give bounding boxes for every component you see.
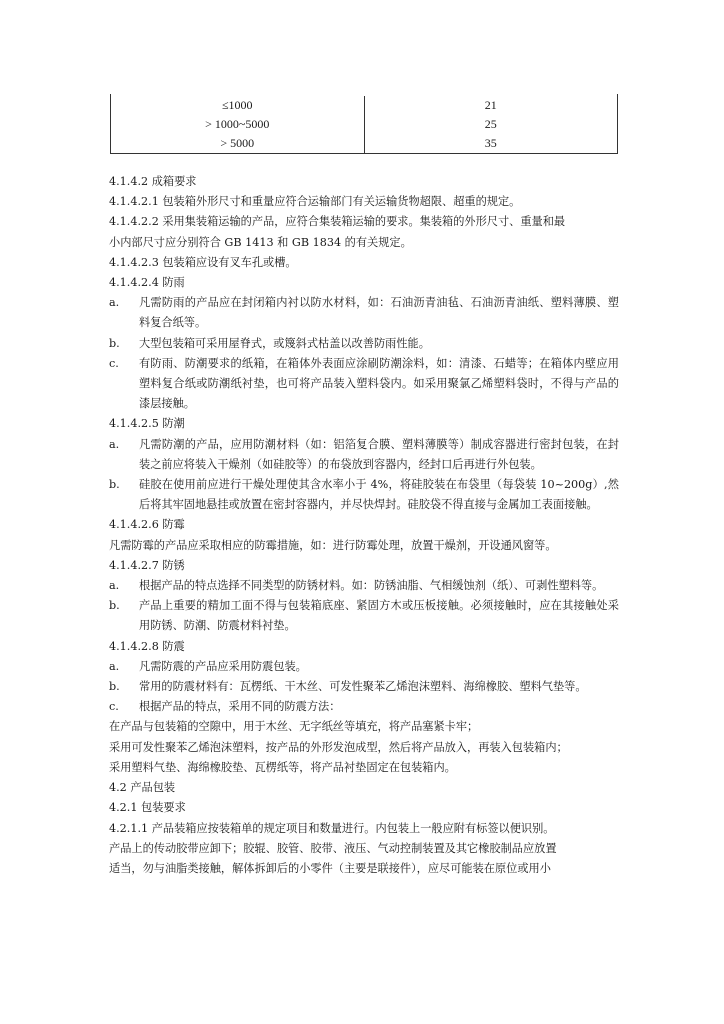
list-item (109, 354, 619, 415)
list-marker: a. (109, 659, 120, 673)
list-item-text: 有防雨、防潮要求的纸箱，在箱体外表面应涂刷防潮涂料，如：清漆、石蜡等；在箱体内壁应用塑料复合纸或防潮纸衬垫，也可将产品装入塑料袋内。如采用聚氯乙烯塑料袋时，不得与产品的漆层接触。 (139, 356, 619, 411)
paragraph: 凡需防霉的产品应采取相应的防霉措施，如：进行防霉处理，放置干燥剂，开设通风窗等。 (109, 538, 557, 552)
paragraph: 采用可发性聚苯乙烯泡沫塑料，按产品的外形发泡成型，然后将产品放入，再装入包装箱内； (109, 740, 568, 754)
paragraph: 产品上的传动胶带应卸下；胶辊、胶管、胶带、液压、气动控制装置及其它橡胶制品应放置 (109, 841, 557, 855)
table-cell-range: > 5000 (111, 134, 365, 153)
section-heading: 4.1.4.2.7 防锈 (109, 558, 185, 572)
list-item-text: 凡需防潮的产品，应用防潮材料（如：铝箔复合膜、塑料薄膜等）制成容器进行密封包装，在封装之前应将装入干燥剂（如硅胶等）的布袋放到容器内，经封口后再进行外包装。 (139, 437, 619, 471)
paragraph: 适当，勿与油脂类接触，解体拆卸后的小零件（主要是联接件），应尽可能装在原位或用小 (109, 861, 551, 875)
paragraph: 4.1.4.2.2 采用集装箱运输的产品，应符合集装箱运输的要求。集装箱的外形尺寸、重量和最 (109, 215, 566, 229)
list-marker: c. (109, 700, 119, 714)
section-heading: 4.1.4.2.4 防雨 (109, 276, 185, 290)
table-cell-range: > 1000~5000 (111, 115, 365, 134)
list-item-text: 凡需防震的产品应采用防震包装。 (139, 659, 307, 673)
paragraph: 在产品与包装箱的空隙中，用于木丝、无字纸丝等填充，将产品塞紧卡牢； (109, 720, 479, 734)
list-item (109, 596, 619, 636)
list-item-text: 常用的防震材料有：瓦楞纸、干木丝、可发性聚苯乙烯泡沫塑料、海绵橡胶、塑料气垫等。 (139, 680, 587, 694)
list-item-text: 硅胶在使用前应进行干燥处理使其含水率小于 4%，将硅胶装在布袋里（每袋装 10~200g）,然后将其牢固地悬挂或放置在密封容器内，并尽快焊封。硅胶袋不得直接与金属加工表面接触。 (139, 478, 619, 512)
list-marker: c. (109, 356, 119, 370)
list-marker: a. (109, 579, 120, 593)
section-heading: 4.2 产品包装 (109, 781, 176, 795)
paragraph: 4.1.4.2.1 包装箱外形尺寸和重量应符合运输部门有关运输货物超限、超重的规定。 (109, 195, 521, 209)
list-marker: b. (109, 680, 120, 694)
list-item-text: 产品上重要的精加工面不得与包装箱底座、紧固方木或压板接触。必须接触时，应在其接触处采用防锈、防潮、防震材料衬垫。 (139, 599, 619, 633)
list-item (109, 697, 619, 717)
section-heading: 4.1.4.2.8 防震 (109, 639, 185, 653)
list-item-text: 根据产品的特点，采用不同的防震方法： (139, 700, 341, 714)
size-table (110, 94, 618, 154)
table-cell-range: ≤1000 (111, 96, 365, 115)
table-cell-value: 35 (484, 136, 497, 150)
list-marker: a. (109, 296, 120, 310)
section-heading: 4.2.1 包装要求 (109, 801, 186, 815)
list-item-text: 根据产品的特点选择不同类型的防锈材料。如：防锈油脂、气相缓蚀剂（纸）、可剥性塑料等。 (139, 579, 604, 593)
paragraph: 小内部尺寸应分别符合 GB 1413 和 GB 1834 的有关规定。 (109, 235, 412, 249)
list-marker: b. (109, 599, 120, 613)
paragraph: 采用塑料气垫、海绵橡胶垫、瓦楞纸等，将产品衬垫固定在包装箱内。 (109, 760, 456, 774)
list-marker: b. (109, 478, 120, 492)
list-item-text: 凡需防雨的产品应在封闭箱内衬以防水材料，如：石油沥青油毡、石油沥青油纸、塑料薄膜、塑料复合纸等。 (139, 296, 619, 330)
section-heading: 4.1.4.2.5 防潮 (109, 417, 185, 431)
list-item (109, 677, 619, 697)
list-marker: a. (109, 437, 120, 451)
list-marker: b. (109, 336, 120, 350)
list-item (109, 293, 619, 333)
list-item (109, 334, 619, 354)
paragraph: 4.2.1.1 产品装箱应按装箱单的规定项目和数量进行。内包装上一般应附有标签以便识别。 (109, 821, 555, 835)
list-item (109, 475, 619, 515)
list-item-text: 大型包装箱可采用屋脊式，或篾斜式枯盖以改善防雨性能。 (139, 336, 430, 350)
table-row (111, 115, 617, 134)
table-cell-value: 21 (484, 98, 497, 112)
section-heading: 4.1.4.2 成箱要求 (109, 175, 197, 188)
list-item (109, 435, 619, 475)
list-item (109, 657, 619, 677)
list-item (109, 576, 619, 596)
table-row (111, 94, 617, 115)
section-heading: 4.1.4.2.6 防霉 (109, 518, 185, 532)
table-row (111, 134, 617, 153)
table-cell-value: 25 (484, 117, 497, 131)
paragraph: 4.1.4.2.3 包装箱应设有叉车孔或槽。 (109, 255, 297, 269)
document-body (109, 172, 619, 879)
